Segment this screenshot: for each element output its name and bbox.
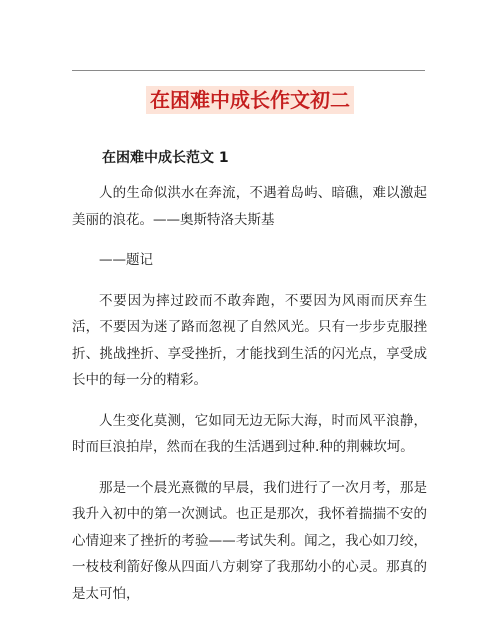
- epigraph-quote: 人的生命似洪水在奔流，不遇着岛屿、暗礁，难以激起美丽的浪花。——奥斯特洛夫斯基: [72, 185, 427, 228]
- body-paragraph: 不要因为摔过跤而不敢奔跑，不要因为风雨而厌弃生活，不要因为迷了路而忽视了自然风光。只有一步步克服挫折、挑战挫折、享受挫折，才能找到生活的闪光点，享受成长中的每一分的精彩。: [72, 292, 427, 388]
- body-paragraph: 那是一个晨光熹微的早晨，我们进行了一次月考，那是我升入初中的第一次测试。也正是那次，我怀着揣揣不安的心情迎来了挫折的考验——考试失利。闻之，我心如刀绞，一枝枝利箭好像从四面八方刺穿了我那幼小的心灵。那真的是太可怕，: [72, 479, 427, 602]
- body-paragraph: 人生变化莫测，它如同无边无际大海，时而风平浪静，时而巨浪拍岸，然而在我的生活遇到过种.种的荆棘坎坷。: [72, 412, 427, 455]
- section-heading: 在困难中成长范文 1: [102, 150, 229, 166]
- header-divider: [72, 70, 425, 71]
- document-body: [72, 180, 427, 621]
- title-container: [0, 86, 500, 114]
- epigraph-signature: ——题记: [99, 252, 153, 268]
- document-title: 在困难中成长作文初二: [146, 86, 354, 114]
